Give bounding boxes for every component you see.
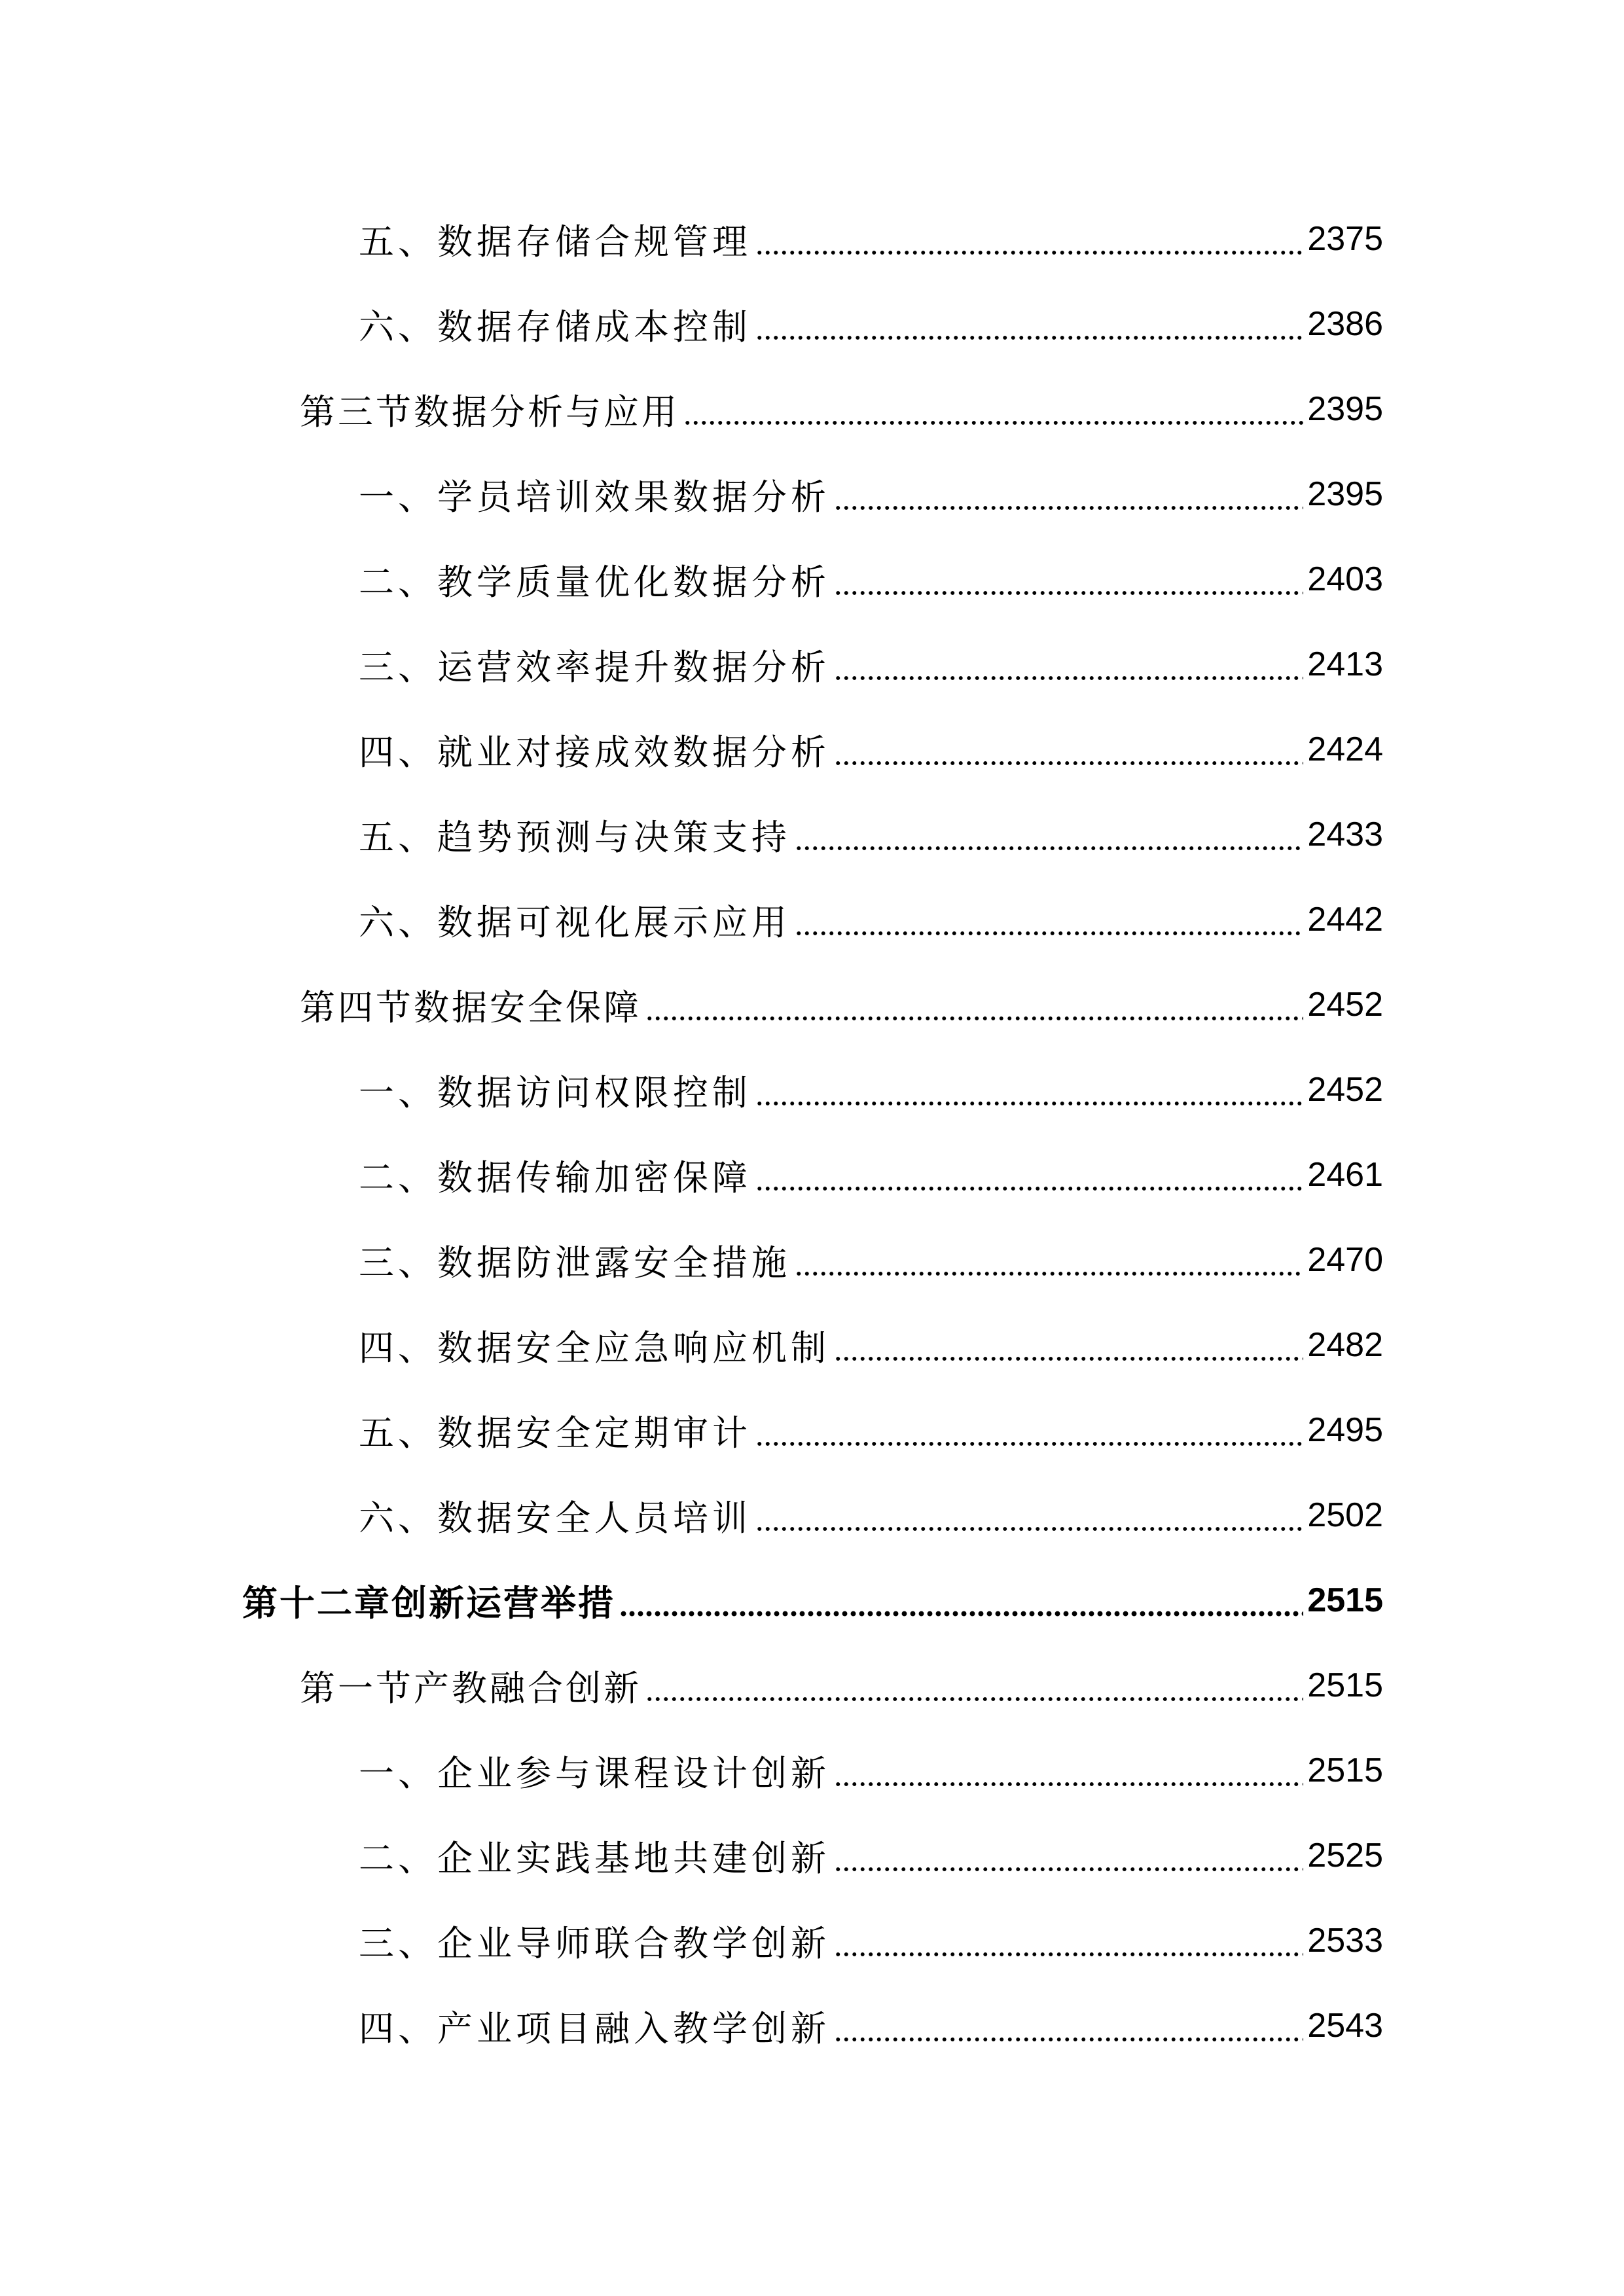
dot-leader — [834, 1328, 1303, 1362]
toc-entry-title: 一、学员培训效果数据分析 — [359, 476, 830, 518]
toc-entry-section[interactable] — [0, 962, 1624, 1047]
table-of-contents — [0, 196, 1624, 2068]
toc-entry-title: 五、数据存储合规管理 — [359, 221, 751, 262]
dot-leader — [755, 1498, 1303, 1532]
toc-entry-page-number: 2482 — [1307, 1326, 1383, 1364]
toc-entry-page-number: 2515 — [1307, 1666, 1383, 1704]
toc-entry-item[interactable] — [0, 281, 1624, 367]
toc-entry-chapter[interactable] — [0, 1558, 1624, 1643]
toc-entry-page-number: 2452 — [1307, 1071, 1383, 1109]
dot-leader — [755, 222, 1303, 256]
toc-entry-item[interactable] — [0, 707, 1624, 792]
toc-entry-item[interactable] — [0, 1388, 1624, 1473]
toc-entry-title: 六、数据可视化展示应用 — [359, 901, 791, 943]
toc-entry-title: 三、运营效率提升数据分析 — [359, 646, 830, 688]
toc-entry-title: 四、产业项目融入教学创新 — [359, 2007, 830, 2049]
dot-leader — [795, 903, 1303, 937]
toc-entry-title: 二、教学质量优化数据分析 — [359, 561, 830, 603]
toc-entry-page-number: 2461 — [1307, 1156, 1383, 1194]
toc-entry-title: 二、企业实践基地共建创新 — [359, 1837, 830, 1879]
dot-leader — [834, 1924, 1303, 1958]
toc-entry-item[interactable] — [0, 1813, 1624, 1898]
dot-leader — [683, 392, 1303, 426]
toc-entry-page-number: 2386 — [1307, 305, 1383, 343]
toc-entry-page-number: 2433 — [1307, 816, 1383, 853]
dot-leader — [834, 477, 1303, 511]
dot-leader — [795, 1243, 1303, 1277]
dot-leader — [834, 1753, 1303, 1787]
dot-leader — [834, 647, 1303, 681]
toc-entry-item[interactable] — [0, 792, 1624, 877]
toc-entry-title: 第三节数据分析与应用 — [300, 391, 679, 433]
toc-entry-item[interactable] — [0, 1047, 1624, 1132]
toc-entry-title: 一、数据访问权限控制 — [359, 1071, 751, 1113]
toc-entry-title: 三、数据防泄露安全措施 — [359, 1242, 791, 1283]
toc-entry-title: 五、趋势预测与决策支持 — [359, 816, 791, 858]
toc-entry-title: 四、就业对接成效数据分析 — [359, 731, 830, 773]
toc-entry-page-number: 2452 — [1307, 986, 1383, 1024]
toc-entry-item[interactable] — [0, 1132, 1624, 1217]
dot-leader — [834, 1839, 1303, 1873]
toc-entry-title: 二、数据传输加密保障 — [359, 1157, 751, 1198]
toc-entry-item[interactable] — [0, 1983, 1624, 2068]
toc-entry-page-number: 2375 — [1307, 220, 1383, 258]
toc-entry-item[interactable] — [0, 1302, 1624, 1388]
dot-leader — [645, 988, 1303, 1022]
toc-entry-page-number: 2495 — [1307, 1411, 1383, 1449]
toc-entry-item[interactable] — [0, 452, 1624, 537]
toc-entry-item[interactable] — [0, 1473, 1624, 1558]
toc-entry-title: 第四节数据安全保障 — [300, 986, 641, 1028]
toc-entry-section[interactable] — [0, 367, 1624, 452]
toc-entry-page-number: 2515 — [1307, 1751, 1383, 1789]
dot-leader — [834, 2009, 1303, 2043]
dot-leader — [755, 307, 1303, 341]
toc-entry-page-number: 2442 — [1307, 901, 1383, 939]
toc-entry-title: 第十二章创新运营举措 — [242, 1582, 615, 1624]
toc-entry-title: 五、数据安全定期审计 — [359, 1412, 751, 1454]
toc-entry-title: 一、企业参与课程设计创新 — [359, 1752, 830, 1794]
dot-leader — [619, 1583, 1303, 1617]
toc-entry-item[interactable] — [0, 1728, 1624, 1813]
toc-entry-page-number: 2515 — [1307, 1581, 1383, 1619]
toc-entry-item[interactable] — [0, 1898, 1624, 1983]
toc-entry-page-number: 2395 — [1307, 475, 1383, 513]
toc-entry-title: 第一节产教融合创新 — [300, 1667, 641, 1709]
toc-entry-page-number: 2470 — [1307, 1241, 1383, 1279]
dot-leader — [645, 1668, 1303, 1702]
toc-entry-page-number: 2502 — [1307, 1496, 1383, 1534]
toc-entry-item[interactable] — [0, 196, 1624, 281]
toc-entry-item[interactable] — [0, 622, 1624, 707]
toc-entry-page-number: 2395 — [1307, 390, 1383, 428]
toc-entry-page-number: 2543 — [1307, 2007, 1383, 2045]
toc-entry-item[interactable] — [0, 537, 1624, 622]
dot-leader — [795, 817, 1303, 852]
toc-entry-title: 六、数据安全人员培训 — [359, 1497, 751, 1539]
toc-entry-page-number: 2413 — [1307, 645, 1383, 683]
dot-leader — [834, 562, 1303, 596]
dot-leader — [755, 1073, 1303, 1107]
toc-entry-page-number: 2403 — [1307, 560, 1383, 598]
dot-leader — [755, 1413, 1303, 1447]
dot-leader — [834, 732, 1303, 766]
toc-entry-title: 四、数据安全应急响应机制 — [359, 1327, 830, 1369]
toc-entry-item[interactable] — [0, 877, 1624, 962]
toc-entry-section[interactable] — [0, 1643, 1624, 1728]
toc-entry-page-number: 2424 — [1307, 730, 1383, 768]
toc-entry-title: 六、数据存储成本控制 — [359, 306, 751, 348]
dot-leader — [755, 1158, 1303, 1192]
toc-entry-page-number: 2533 — [1307, 1922, 1383, 1960]
toc-entry-page-number: 2525 — [1307, 1837, 1383, 1874]
toc-entry-item[interactable] — [0, 1217, 1624, 1302]
toc-entry-title: 三、企业导师联合教学创新 — [359, 1922, 830, 1964]
